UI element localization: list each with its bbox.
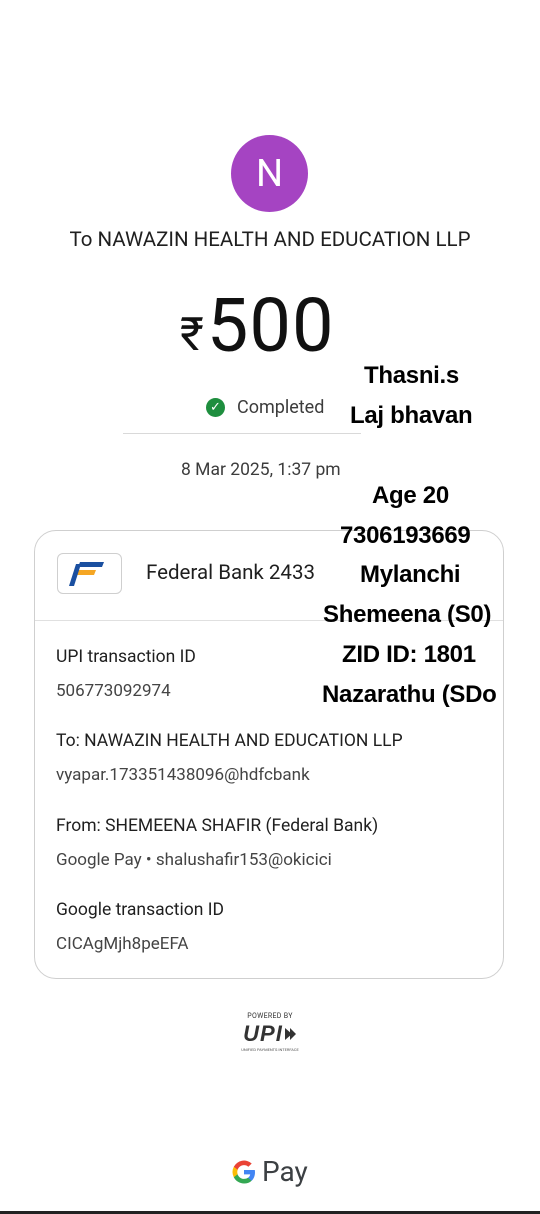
- amount: [180, 282, 335, 372]
- transaction-date: 8 Mar 2025, 1:37 pm: [181, 460, 341, 480]
- overlay-text-address: Laj bhavan: [350, 402, 473, 429]
- overlay-text-parent: Shemeena (S0): [323, 601, 492, 628]
- google-transaction-id-label: Google transaction ID: [56, 900, 225, 920]
- upi-transaction-id-label: UPI transaction ID: [56, 647, 196, 667]
- upi-wordmark: UPI: [243, 1021, 283, 1046]
- google-pay-logo: [230, 1155, 308, 1188]
- status-badge: [206, 397, 324, 418]
- upi-transaction-id-value[interactable]: 506773092974: [56, 681, 171, 701]
- amount-value: 500: [206, 283, 335, 370]
- avatar-initial: N: [255, 151, 284, 196]
- overlay-text-age: Age 20: [372, 482, 449, 509]
- status-label: Completed: [237, 397, 325, 418]
- to-upi-id[interactable]: vyapar.173351438096@hdfcbank: [56, 765, 310, 785]
- overlay-text-place: Mylanchi: [360, 561, 461, 588]
- upi-arrow-icon: [283, 1027, 297, 1041]
- payee-avatar: [231, 135, 308, 212]
- check-circle-icon: ✓: [206, 398, 225, 417]
- upi-logo: [230, 1012, 310, 1052]
- pay-wordmark: Pay: [262, 1155, 308, 1188]
- federal-bank-logo-icon: [57, 553, 122, 594]
- bank-account-name: Federal Bank 2433: [146, 561, 315, 585]
- google-transaction-id-value[interactable]: CICAgMjh8peEFA: [56, 934, 189, 954]
- overlay-text-parent-2: Nazarathu (SDo: [322, 681, 497, 708]
- powered-by-label: POWERED BY: [247, 1012, 293, 1020]
- from-upi-id[interactable]: Google Pay • shalushafir153@okicici: [56, 850, 332, 870]
- upi-tagline: UNIFIED PAYMENTS INTERFACE: [241, 1047, 299, 1052]
- currency-symbol: ₹: [180, 308, 205, 362]
- payee-title: To NAWAZIN HEALTH AND EDUCATION LLP: [69, 228, 471, 252]
- overlay-text-name: Thasni.s: [364, 362, 459, 389]
- google-g-icon: [230, 1158, 258, 1186]
- to-label: To: NAWAZIN HEALTH AND EDUCATION LLP: [56, 731, 403, 751]
- from-label: From: SHEMEENA SHAFIR (Federal Bank): [56, 816, 379, 836]
- overlay-text-zid: ZID ID: 1801: [342, 641, 476, 668]
- divider: [123, 433, 361, 434]
- overlay-text-phone: 7306193669: [340, 522, 471, 549]
